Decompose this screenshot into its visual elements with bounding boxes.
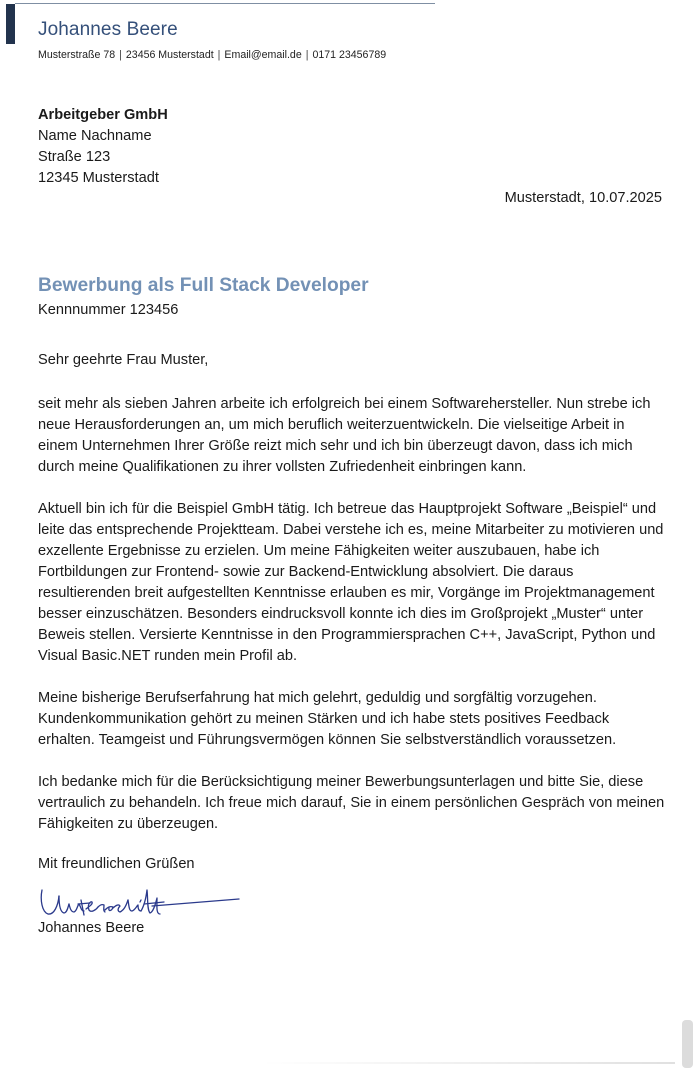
recipient-city: 12345 Musterstadt (38, 170, 159, 186)
header-rule (15, 3, 435, 4)
letter-subject: Bewerbung als Full Stack Developer (38, 275, 369, 296)
letter-body (38, 394, 666, 856)
sender-street: Musterstraße 78 (38, 49, 116, 61)
contact-separator: | (305, 49, 309, 61)
contact-separator: | (217, 49, 221, 61)
reference-number: Kennnummer 123456 (38, 302, 179, 318)
signer-name: Johannes Beere (38, 920, 145, 936)
salutation: Sehr geehrte Frau Muster, (38, 352, 209, 368)
sender-email: Email@email.de (224, 49, 302, 61)
sender-city: 23456 Musterstadt (125, 49, 214, 61)
body-paragraph: Aktuell bin ich für die Beispiel GmbH tätig. Ich betreue das Hauptprojekt Software „Beispiel“ und leite das entsprechende Projektteam. Dabei verstehe ich es, meine Mitarbeiter zu motivieren und exzellente Ergebnisse zu erzielen. Um meine Fähigkeiten weiter auszubauen, habe ich Fortbildungen zur Frontend- sowie zur Backend-Entwicklung absolviert. Die daraus resultierenden breit aufgestellten Kenntnisse erlauben es mir, Vorgänge im Projektmanagement besser einzuschätzen. Besonders eindrucksvoll konnte ich dies im Großprojekt „Muster“ unter Beweis stellen. Versierte Kenntnisse in den Programmiersprachen C++, JavaScript, Python und Visual Basic.NET runden mein Profil ab. (38, 501, 664, 664)
sender-contact-line (38, 49, 386, 61)
contact-separator: | (119, 49, 122, 61)
header-accent-bar (6, 4, 15, 44)
recipient-street: Straße 123 (38, 149, 111, 165)
signature-text: Unterschrift (40, 910, 46, 911)
recipient-person: Name Nachname (38, 128, 152, 144)
letter-date: Musterstadt, 10.07.2025 (504, 190, 662, 206)
sender-phone: 0171 23456789 (312, 49, 387, 61)
scrollbar[interactable] (679, 0, 695, 1072)
sender-name: Johannes Beere (38, 19, 178, 40)
page-shadow (260, 1062, 675, 1064)
body-paragraph: Ich bedanke mich für die Berücksichtigung meiner Bewerbungsunterlagen und bitte Sie, diese vertraulich zu behandeln. Ich freue mich darauf, Sie in einem persönlichen Gespräch von meinen Fähigkeiten zu überzeugen. (38, 774, 665, 832)
recipient-address (38, 105, 168, 189)
scrollbar-thumb[interactable] (682, 1020, 693, 1068)
body-paragraph: seit mehr als sieben Jahren arbeite ich erfolgreich bei einem Softwarehersteller. Nun strebe ich neue Herausforderungen an, um mich beruflich weiterzuentwickeln. Die vielseitige Arbeit in einem Unternehmen Ihrer Größe reizt mich sehr und ich bin überzeugt davon, dass ich mich durch meine Qualifikationen zu ihrer vollsten Zufriedenheit einbringen kann. (38, 396, 651, 475)
closing-phrase: Mit freundlichen Grüßen (38, 856, 195, 872)
body-paragraph: Meine bisherige Berufserfahrung hat mich gelehrt, geduldig und sorgfältig vorzugehen. Kundenkommunikation gehört zu meinen Stärken und ich habe stets positives Feedback erhalten. Teamgeist und Führungsvermögen können Sie selbstverständlich voraussetzen. (38, 690, 617, 748)
recipient-company: Arbeitgeber GmbH (38, 107, 168, 123)
